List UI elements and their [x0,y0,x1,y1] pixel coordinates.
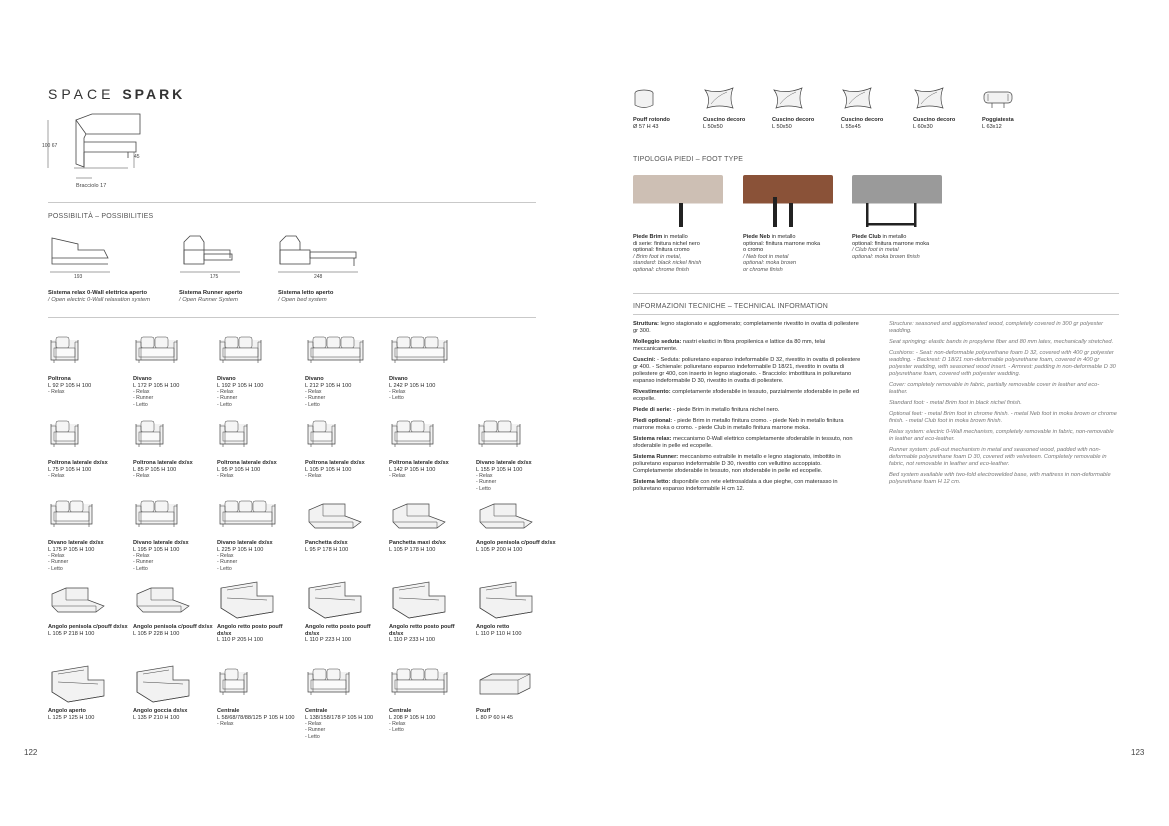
tech-paragraph: Sistema letto: disponibile con rete elettrosaldata a due pieghe, con materasso in poliuretano espanso indeformabile H cm 12. [633,479,838,492]
module-option: - Relax [217,389,234,396]
module-option: - Relax [48,473,65,480]
module-item [217,494,297,572]
module-name: Angolo penisola c/pouff dx/sx [476,540,556,546]
sofa-module-drawing [217,414,297,458]
accessory-name: Poggiatesta [982,117,1014,123]
module-item [48,414,128,479]
tech-paragraph-en: Standard foot: - metal Brim foot in black nichel finish. [889,400,1022,406]
tech-paragraph: Sistema Runner: meccanismo estraibile in metallo e legno stagionato, imbottito in poliuretano espanso indeformabile D 30, rivestito con velluttino accoppiato. Completamente sfoderabile in tessuto, non sfoderabile in pelle ed ecopelle. [633,454,841,474]
accessory-dimensions: L 50x50 [703,123,723,130]
system-dim: 193 [74,274,83,280]
divider [633,314,1119,315]
module-item [389,662,469,734]
module-option: - Runner [476,479,497,486]
system-dim: 175 [210,274,219,280]
tech-paragraph: Cuscini: - Seduta: poliuretano espanso indeformabile D 32, rivestito in ovatta di poliestere gr 400. - Schienale: poliuretano espanso indeformabile D 18/21, rivestito in ovatta di poliestere gr 400, con inserto in legno stagionato. - Bracciolo: imbottitura in poliuretano espanso indeformabile D 30, rivestito in ovatta di poliestere. [633,357,861,384]
module-option: - Runner [217,559,238,566]
runner-system-drawing [178,228,248,278]
module-option: - Letto [389,727,404,734]
module-dimensions: L 175 P 105 H 100 [48,546,95,553]
module-name: Panchetta maxi dx/sx [389,540,446,546]
foot-description: Piede Club in metallo optional: finitura marrone moka / Club foot in metal optional: moka brown finish [852,234,930,260]
module-dimensions: L 208 P 105 H 100 [389,714,436,721]
possibilities-heading: POSSIBILITÀ – POSSIBILITIES [48,213,154,220]
accessory-dimensions: L 50x50 [772,123,792,130]
sofa-module-drawing [476,414,556,458]
headrest-icon [982,86,1042,117]
sofa-module-drawing [476,578,556,622]
sofa-module-drawing [133,414,213,458]
cushion-icon [913,86,973,117]
sofa-module-drawing [133,662,213,706]
module-dimensions: L 75 P 105 H 100 [48,466,92,473]
sofa-module-drawing [217,330,297,374]
module-dimensions: L 95 P 178 H 100 [305,546,349,553]
module-dimensions: L 172 P 105 H 100 [133,382,180,389]
sofa-module-drawing [48,662,128,706]
round-pouf-icon [633,86,693,117]
module-item [476,414,556,492]
module-dimensions: L 195 P 105 H 100 [133,546,180,553]
module-option: - Relax [48,389,65,396]
module-item [305,414,385,479]
module-option: - Relax [389,721,406,728]
sofa-module-drawing [48,494,128,538]
module-option: - Runner [217,395,238,402]
tech-paragraph-en: Cover: completely removable in fabric, partially removable cover in leather and eco-leather. [889,382,1100,395]
sofa-module-drawing [389,662,469,706]
sofa-module-drawing [389,330,469,374]
module-dimensions: L 105 P 228 H 100 [133,630,180,637]
sofa-module-drawing [389,578,469,622]
divider [48,317,536,318]
module-option: - Letto [133,401,148,408]
module-name: Poltrona laterale dx/sx [133,460,193,466]
module-dimensions: L 155 P 105 H 100 [476,466,523,473]
module-item [389,494,469,553]
accessory-dimensions: Ø 57 H 43 [633,123,659,130]
module-item [48,494,128,572]
module-option: - Relax [133,553,150,560]
module-option: - Relax [217,721,234,728]
cushion-icon [841,86,901,117]
module-option: - Relax [389,389,406,396]
module-name: Centrale [389,708,412,714]
module-option: - Runner [48,559,69,566]
module-name: Divano [305,376,324,382]
module-dimensions: L 192 P 105 H 100 [217,382,264,389]
module-dimensions: L 85 P 105 H 100 [133,466,177,473]
sofa-module-drawing [217,662,297,706]
module-name: Poltrona laterale dx/sx [389,460,449,466]
module-dimensions: L 110 P 233 H 100 [389,637,435,644]
tech-info-english [889,321,1117,490]
module-option: - Letto [217,401,232,408]
module-option: - Relax [133,389,150,396]
accessory-item [913,86,973,130]
module-item [217,578,297,644]
system-caption: Sistema letto aperto / Open bed system [278,290,334,303]
module-item [48,578,128,637]
module-dimensions: L 212 P 105 H 100 [305,382,352,389]
divider [48,202,536,203]
module-name: Divano [217,376,236,382]
module-item [217,330,297,408]
sofa-module-drawing [48,330,128,374]
module-item [217,662,297,727]
sofa-module-drawing [48,414,128,458]
accessory-dimensions: L 60x30 [913,123,933,130]
module-dimensions: L 110 P 223 H 100 [305,637,351,644]
module-dimensions: L 242 P 105 H 100 [389,382,436,389]
module-item [133,330,213,408]
module-item [133,414,213,479]
tech-paragraph-en: Structure: seasoned and agglomerated wood, completely covered in 300 gr polyester wadding. [889,321,1104,334]
module-dimensions: L 135 P 210 H 100 [133,714,180,721]
module-name: Pouff [476,708,491,714]
sofa-module-drawing [305,414,385,458]
module-name: Poltrona laterale dx/sx [48,460,108,466]
module-item [217,414,297,479]
sofa-module-drawing [217,578,297,622]
sofa-module-drawing [305,578,385,622]
module-name: Divano [133,376,152,382]
tech-paragraph: Piedi optional: - piede Brim in metallo finitura cromo. - piede Neb in metallo finitura marrone moka o cromo. - piede Club in metallo finitura marrone moka. [633,418,844,431]
foot-type-item [633,175,738,274]
accessory-name: Cuscino decoro [703,117,746,123]
sofa-module-drawing [133,578,213,622]
module-dimensions: L 105 P 105 H 100 [305,466,352,473]
module-item [305,330,385,408]
module-option: - Runner [133,395,154,402]
module-item [389,414,469,479]
dimension-drawing [40,112,150,192]
accessory-item [772,86,832,130]
tech-paragraph-en: Relax system: electric 0-Wall mechanism, completely removable in fabric, non-removable in leather and eco-leather. [889,429,1114,442]
cushion-icon [703,86,763,117]
foot-photo [743,175,833,227]
sofa-module-drawing [305,662,385,706]
foot-description: Piede Neb in metallo optional: finitura marrone moka o cromo / Neb foot in metal optional: moka brown or chrome finish [743,234,821,273]
module-option: - Letto [217,565,232,572]
module-dimensions: L 105 P 200 H 100 [476,546,523,553]
module-name: Angolo goccia dx/sx [133,708,188,714]
module-item [305,578,385,644]
accessory-name: Cuscino decoro [841,117,884,123]
system-caption: Sistema Runner aperto / Open Runner System [179,290,243,303]
sofa-module-drawing [48,578,128,622]
tech-paragraph: Sistema relax: meccanismo 0-Wall elettrico completamente sfoderabile in tessuto, non sfoderabile in pelle ed ecopelle. [633,436,853,449]
module-option: - Letto [48,565,63,572]
accessory-item [703,86,763,130]
module-dimensions: L 142 P 105 H 100 [389,466,436,473]
module-item [476,662,556,721]
module-option: - Relax [305,473,322,480]
module-option: - Letto [305,733,320,740]
armrest-label: Bracciolo 17 [76,183,107,189]
module-dimensions: L 80 P 60 H 45 [476,714,514,721]
module-item [476,578,556,637]
tech-info-heading: INFORMAZIONI TECNICHE – TECHNICAL INFORMATION [633,303,829,310]
tech-paragraph-en: Seat springing: elastic bands in propylene fiber and 80 mm latex, mechanically stretched. [889,339,1114,345]
module-item [133,494,213,572]
accessory-item [982,86,1042,130]
module-name: Angolo penisola c/pouff dx/sx [133,624,213,630]
module-item [476,494,556,553]
system-dim: 248 [314,274,323,280]
module-item [133,662,213,721]
tech-paragraph-en: Cushions: - Seat: non-deformable polyurethane foam D 32, covered with 400 gr polyester wadding. - Backrest: D 18/21 non-deformable polyurethane foam, covered in 400 gr polyester wadding, with seasoned wood insert. - Armrest: padding in non-deformable D 30 polyurethane foam, covered with polyester wadding. [889,350,1116,377]
accessory-dimensions: L 55x45 [841,123,861,130]
accessory-item [841,86,901,130]
module-dimensions: L 225 P 105 H 100 [217,546,264,553]
page-number-right: 123 [1131,748,1145,757]
module-name: Angolo retto posto pouff dx/sx [389,624,455,637]
module-option: - Relax [476,473,493,480]
height-label: 100 67 [42,143,58,149]
module-option: - Relax [48,553,65,560]
sofa-module-drawing [305,330,385,374]
accessory-name: Cuscino decoro [913,117,956,123]
tech-paragraph: Piede di serie: - piede Brim in metallo finitura nichel nero. [633,407,780,413]
module-name: Centrale [217,708,240,714]
sofa-module-drawing [389,494,469,538]
module-name: Divano laterale dx/sx [133,540,189,546]
module-option: - Runner [305,727,326,734]
module-name: Angolo retto [476,624,510,630]
module-dimensions: L 105 P 218 H 100 [48,630,95,637]
module-dimensions: L 138/158/178 P 105 H 100 [305,714,374,721]
sofa-module-drawing [305,494,385,538]
sofa-module-drawing [217,494,297,538]
page-number-left: 122 [24,748,38,757]
module-option: - Letto [305,401,320,408]
accessory-name: Pouff rotondo [633,117,670,123]
tech-info-italian [633,321,861,497]
module-option: - Relax [133,473,150,480]
module-name: Angolo aperto [48,708,86,714]
module-option: - Runner [305,395,326,402]
module-option: - Letto [476,485,491,492]
module-name: Poltrona laterale dx/sx [305,460,365,466]
module-option: - Relax [217,553,234,560]
module-option: - Runner [133,559,154,566]
system-caption: Sistema relax 0-Wall elettrica aperto / Open electric 0-Wall relaxation system [48,290,151,303]
foot-description: Piede Brim in metallo di serie: finitura nichel nero optional: finitura cromo / Brim foot in metal, standard: black nickel finish optional: chrome finish [633,234,702,273]
module-dimensions: L 110 P 205 H 100 [217,637,263,644]
accessory-item [633,86,693,130]
module-dimensions: L 92 P 105 H 100 [48,382,92,389]
seat-height-label: 45 [134,154,140,160]
module-item [305,494,385,553]
module-option: - Relax [305,721,322,728]
accessory-dimensions: L 63x12 [982,123,1002,130]
module-name: Poltrona laterale dx/sx [217,460,277,466]
sofa-module-drawing [133,330,213,374]
foot-type-item [852,175,957,260]
module-name: Centrale [305,708,328,714]
module-option: - Relax [389,473,406,480]
bed-system-drawing [278,228,362,278]
module-name: Divano laterale dx/sx [48,540,104,546]
cushion-icon [772,86,832,117]
module-dimensions: L 95 P 105 H 100 [217,466,261,473]
tech-paragraph: Rivestimento: completamente sfoderabile in tessuto, parzialmente sfoderabile in pelle ed ecopelle. [633,389,860,402]
foot-type-heading: TIPOLOGIA PIEDI – FOOT TYPE [633,156,744,163]
module-name: Divano laterale dx/sx [217,540,273,546]
tech-paragraph-en: Runner system: pull-out mechanism in metal and seasoned wood, padded with non-deformable polyurethane foam D 30, covered with velveteen. Completely removable in fabric, not removable in leather and eco-leather. [889,447,1107,467]
module-item [305,662,385,740]
module-dimensions: L 58/68/78/88/125 P 105 H 100 [217,714,295,721]
module-item [48,330,128,395]
page-title: SPACE SPARK [48,86,186,102]
module-name: Panchetta dx/sx [305,540,348,546]
tech-paragraph: Molleggio seduta: nastri elastici in fibra propilenica e lattice da 80 mm, telai meccanicamente. [633,339,826,352]
module-option: - Relax [305,389,322,396]
foot-type-item [743,175,848,274]
module-option: - Letto [133,565,148,572]
module-name: Angolo retto posto pouff dx/sx [305,624,371,637]
module-name: Poltrona [48,376,71,382]
relax-system-drawing [48,228,118,278]
tech-paragraph-en: Optional feet: - metal Brim foot in chrome finish. - metal Neb foot in moka brown or chrome finish. - metal Club foot in moka brown finish. [889,411,1117,424]
sofa-module-drawing [476,662,556,706]
module-item [133,578,213,637]
sofa-module-drawing [389,414,469,458]
sofa-module-drawing [133,494,213,538]
sofa-module-drawing [476,494,556,538]
module-item [389,330,469,402]
tech-paragraph-en: Bed system available with two-fold electrowelded base, with mattress in non-deformable polyurethane foam H 12 cm. [889,472,1111,485]
module-option: - Relax [217,473,234,480]
foot-photo [633,175,723,227]
module-item [389,578,469,644]
module-dimensions: L 110 P 110 H 100 [476,630,522,637]
module-option: - Letto [389,395,404,402]
module-name: Angolo retto posto pouff dx/sx [217,624,283,637]
tech-paragraph: Struttura: legno stagionato e agglomerato; completamente rivestito in ovatta di poliestere gr 300. [633,321,859,334]
accessory-name: Cuscino decoro [772,117,815,123]
module-name: Divano [389,376,408,382]
module-name: Divano laterale dx/sx [476,460,532,466]
module-dimensions: L 105 P 178 H 100 [389,546,436,553]
module-name: Angolo penisola c/pouff dx/sx [48,624,128,630]
module-item [48,662,128,721]
foot-photo [852,175,942,227]
module-dimensions: L 125 P 125 H 100 [48,714,95,721]
divider [633,293,1119,294]
